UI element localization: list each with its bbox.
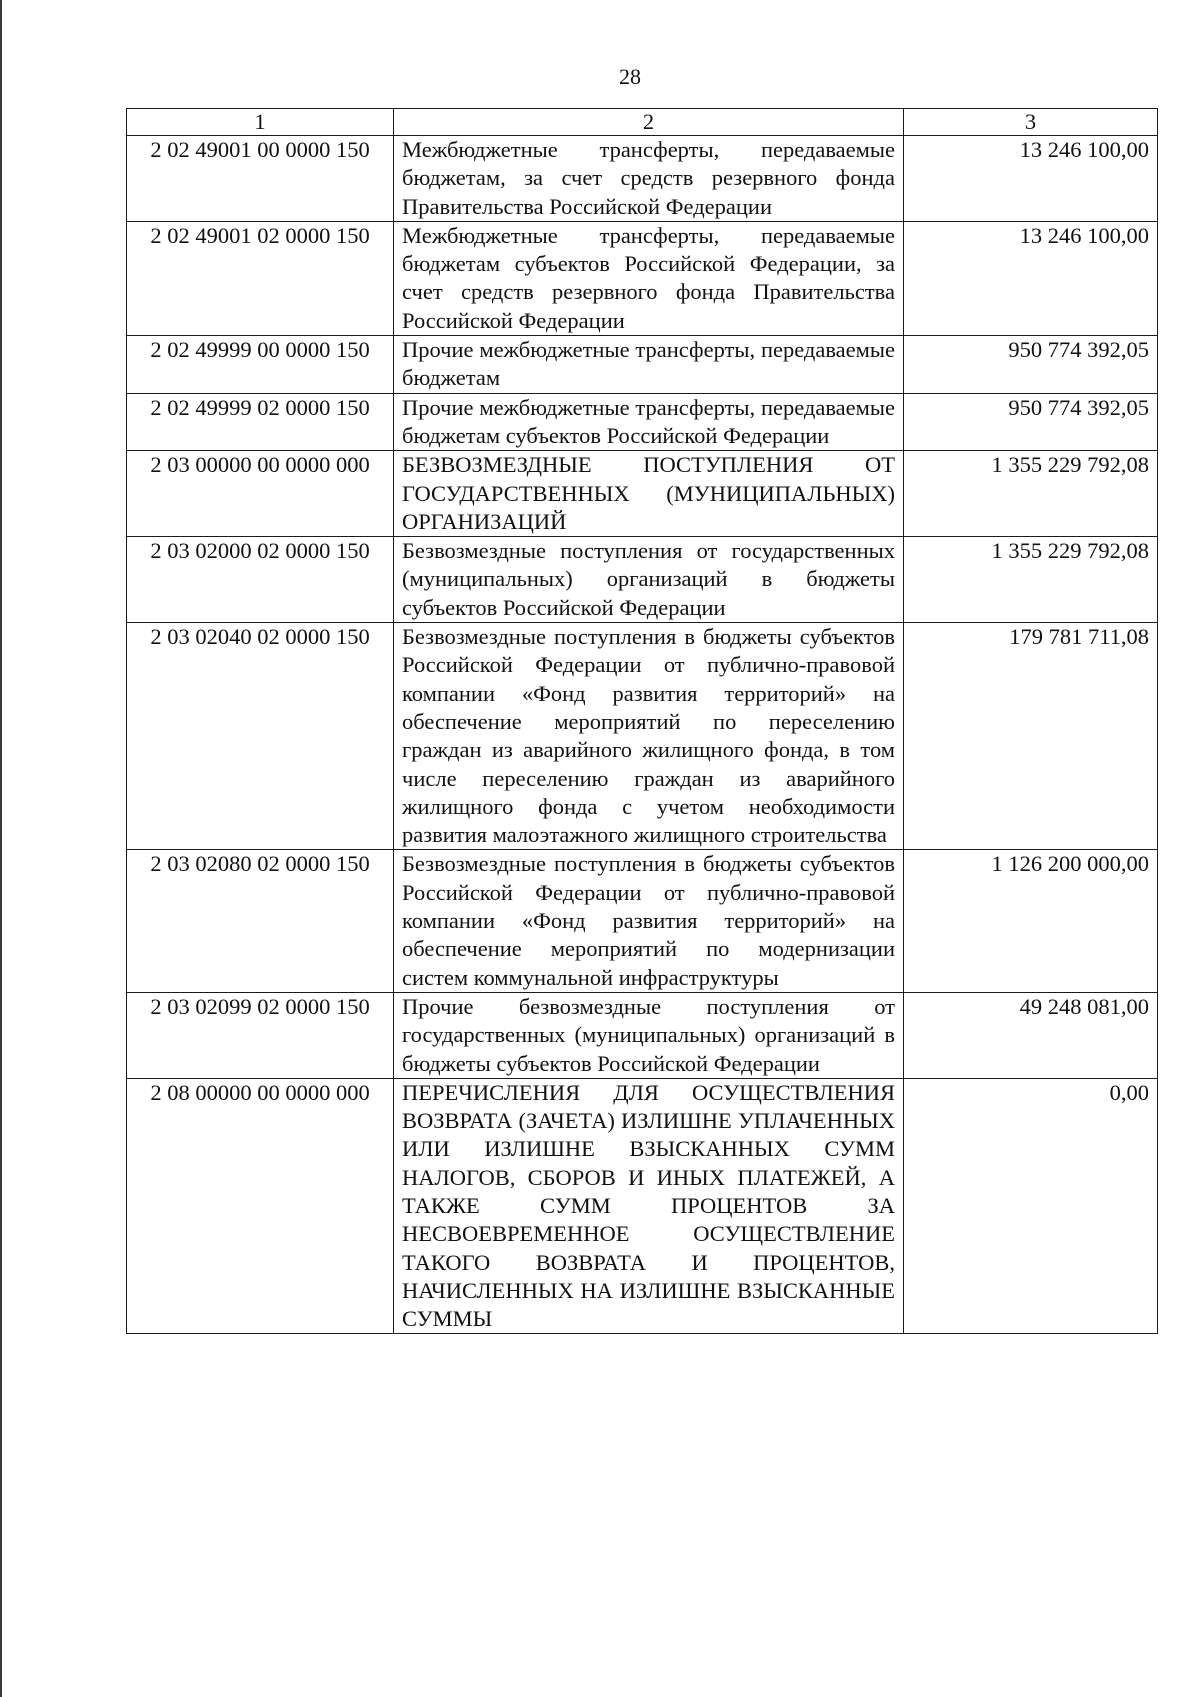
table-row [127, 992, 1158, 1078]
page-number: 28 [619, 64, 641, 89]
budget-table [126, 108, 1158, 1334]
row-amount: 13 246 100,00 [904, 136, 1158, 222]
row-description: Прочие безвозмездные поступления от государственных (муниципальных) организаций в бюджеты субъектов Российской Федерации [394, 992, 904, 1078]
row-amount: 950 774 392,05 [904, 336, 1158, 394]
table-row [127, 336, 1158, 394]
scan-left-edge [0, 0, 2, 1697]
row-description: Прочие межбюджетные трансферты, передаваемые бюджетам субъектов Российской Федерации [394, 393, 904, 451]
header-col-3: 3 [904, 109, 1158, 136]
row-amount: 950 774 392,05 [904, 393, 1158, 451]
row-amount: 13 246 100,00 [904, 221, 1158, 335]
table-row [127, 1078, 1158, 1334]
header-col-2: 2 [394, 109, 904, 136]
row-code: 2 02 49999 02 0000 150 [127, 393, 394, 451]
table-row [127, 136, 1158, 222]
row-code: 2 03 02000 02 0000 150 [127, 537, 394, 623]
table-row [127, 393, 1158, 451]
row-description: Межбюджетные трансферты, передаваемые бюджетам, за счет средств резервного фонда Правительства Российской Федерации [394, 136, 904, 222]
row-code: 2 08 00000 00 0000 000 [127, 1078, 394, 1334]
table-header-row [127, 109, 1158, 136]
row-amount: 1 355 229 792,08 [904, 451, 1158, 537]
row-code: 2 03 02099 02 0000 150 [127, 992, 394, 1078]
row-description: Безвозмездные поступления в бюджеты субъектов Российской Федерации от публично-правовой компании «Фонд развития территорий» на обеспечение мероприятий по переселению граждан из аварийного жилищного фонда, в том числе переселению граждан из аварийного жилищного фонда с учетом необходимости развития малоэтажного жилищного строительства [394, 623, 904, 850]
row-amount: 0,00 [904, 1078, 1158, 1334]
row-amount: 179 781 711,08 [904, 623, 1158, 850]
row-description: ПЕРЕЧИСЛЕНИЯ ДЛЯ ОСУЩЕСТВЛЕНИЯ ВОЗВРАТА (ЗАЧЕТА) ИЗЛИШНЕ УПЛАЧЕННЫХ ИЛИ ИЗЛИШНЕ ВЗЫСКАННЫХ СУММ НАЛОГОВ, СБОРОВ И ИНЫХ ПЛАТЕЖЕЙ, А ТАКЖЕ СУММ ПРОЦЕНТОВ ЗА НЕСВОЕВРЕМЕННОЕ ОСУЩЕСТВЛЕНИЕ ТАКОГО ВОЗВРАТА И ПРОЦЕНТОВ, НАЧИСЛЕННЫХ НА ИЗЛИШНЕ ВЗЫСКАННЫЕ СУММЫ [394, 1078, 904, 1334]
row-code: 2 03 02080 02 0000 150 [127, 850, 394, 992]
row-description: БЕЗВОЗМЕЗДНЫЕ ПОСТУПЛЕНИЯ ОТ ГОСУДАРСТВЕННЫХ (МУНИЦИПАЛЬНЫХ) ОРГАНИЗАЦИЙ [394, 451, 904, 537]
row-description: Безвозмездные поступления от государственных (муниципальных) организаций в бюджеты субъектов Российской Федерации [394, 537, 904, 623]
row-amount: 49 248 081,00 [904, 992, 1158, 1078]
row-amount: 1 126 200 000,00 [904, 850, 1158, 992]
row-description: Безвозмездные поступления в бюджеты субъектов Российской Федерации от публично-правовой компании «Фонд развития территорий» на обеспечение мероприятий по модернизации систем коммунальной инфраструктуры [394, 850, 904, 992]
row-description: Межбюджетные трансферты, передаваемые бюджетам субъектов Российской Федерации, за счет средств резервного фонда Правительства Российской Федерации [394, 221, 904, 335]
row-code: 2 02 49001 00 0000 150 [127, 136, 394, 222]
row-code: 2 03 02040 02 0000 150 [127, 623, 394, 850]
table-row [127, 221, 1158, 335]
row-code: 2 02 49999 00 0000 150 [127, 336, 394, 394]
row-amount: 1 355 229 792,08 [904, 537, 1158, 623]
table-row [127, 850, 1158, 992]
row-code: 2 03 00000 00 0000 000 [127, 451, 394, 537]
header-col-1: 1 [127, 109, 394, 136]
row-code: 2 02 49001 02 0000 150 [127, 221, 394, 335]
table-row [127, 537, 1158, 623]
row-description: Прочие межбюджетные трансферты, передаваемые бюджетам [394, 336, 904, 394]
table-row [127, 623, 1158, 850]
table-row [127, 451, 1158, 537]
